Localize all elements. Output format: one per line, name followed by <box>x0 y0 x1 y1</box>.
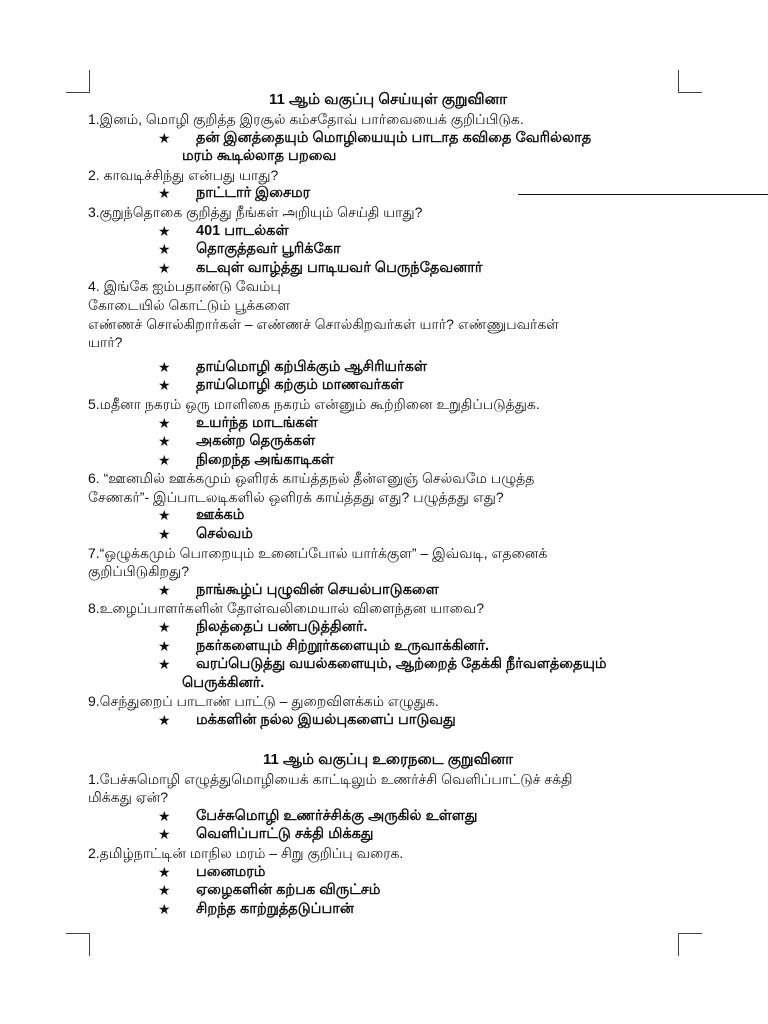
question-block <box>88 469 688 543</box>
answer-item <box>88 711 688 730</box>
star-bullet-icon: ★ <box>158 129 171 146</box>
answer-text: ஊக்கம் <box>196 507 245 524</box>
question-text: சேணகர்”- இப்பாடலடிகளில் ஒளிரக் காய்த்தது எது? பழுத்தது எது? <box>88 488 504 505</box>
answer-text: கடவுள் வாழ்த்து பாடியவர் பெருந்தேவனார் <box>196 259 483 276</box>
crop-mark-bottom-left-h <box>66 933 90 934</box>
question-text: 3.குறுந்தொகை குறித்து நீங்கள் அறியும் செய்தி யாது? <box>88 203 423 220</box>
answer-item <box>88 432 688 451</box>
answer-text: நாங்கூழ்ப் புழுவின் செயல்பாடுகளை <box>196 581 439 598</box>
section-1-title <box>88 90 688 110</box>
answer-text: வெளிப்பாட்டு சக்தி மிக்கது <box>196 826 374 843</box>
document-page <box>88 90 688 918</box>
star-bullet-icon: ★ <box>158 882 171 899</box>
star-bullet-icon: ★ <box>158 637 171 654</box>
star-bullet-icon: ★ <box>158 656 171 673</box>
question-block <box>88 844 688 918</box>
answer-text: பனைமரம் <box>196 863 266 880</box>
answer-item <box>88 129 688 148</box>
answer-item <box>88 259 688 278</box>
answer-item <box>88 881 688 900</box>
crop-mark-top-left-h <box>66 92 90 93</box>
question-text: 9.செந்துறைப் பாடாண் பாட்டு – துறைவிளக்கம் எழுதுக. <box>88 693 439 710</box>
title-underline <box>518 194 768 195</box>
answer-item <box>88 358 688 377</box>
question-block <box>88 544 688 600</box>
answer-text: தாய்மொழி கற்பிக்கும் ஆசிரியர்கள் <box>196 358 427 375</box>
question-text: 5.மதீனா நகரம் ஒரு மாளிகை நகரம் என்னும் கூற்றினை உறுதிப்படுத்துக. <box>88 395 540 412</box>
answer-text: அகன்ற தெருக்கள் <box>196 433 316 450</box>
star-bullet-icon: ★ <box>158 863 171 880</box>
question-text: 1.பேச்சுமொழி எழுத்துமொழியைக் காட்டிலும் உணர்ச்சி வெளிப்பாட்டுச் சக்தி <box>88 770 573 787</box>
answer-item <box>88 525 688 544</box>
answer-item <box>88 581 688 600</box>
question-text: 4. இங்கே ஐம்பதாண்டு வேம்பு <box>88 278 281 295</box>
answer-item <box>88 655 688 674</box>
answer-item <box>88 900 688 919</box>
question-text: மிக்கது ஏன்? <box>88 789 168 806</box>
star-bullet-icon: ★ <box>158 185 171 202</box>
answer-item <box>88 451 688 470</box>
crop-mark-bottom-right-h <box>678 933 702 934</box>
answer-continuation: மரம் கூடில்லாத பறவை <box>182 148 337 165</box>
question-block <box>88 203 688 277</box>
question-text: 7.“ஒழுக்கமும் பொறையும் உனைப்போல் யார்க்குள” – இவ்வடி, எதனைக் <box>88 544 548 561</box>
question-block <box>88 166 688 203</box>
star-bullet-icon: ★ <box>158 433 171 450</box>
crop-mark-bottom-left-v <box>89 933 90 956</box>
answer-text: தாய்மொழி கற்கும் மாணவர்கள் <box>196 377 404 394</box>
answer-item <box>88 376 688 395</box>
star-bullet-icon: ★ <box>158 900 171 917</box>
star-bullet-icon: ★ <box>158 712 171 728</box>
question-block <box>88 692 688 729</box>
star-bullet-icon: ★ <box>158 414 171 431</box>
star-bullet-icon: ★ <box>158 377 171 394</box>
question-block <box>88 277 688 395</box>
question-text: 2.தமிழ்நாட்டின் மாநில மரம் – சிறு குறிப்பு வரைக. <box>88 844 404 861</box>
star-bullet-icon: ★ <box>158 241 171 258</box>
answer-text: வரப்பெடுத்து வயல்களையும், ஆற்றைத் தேக்கி நீர்வளத்தையும் <box>196 656 607 673</box>
answer-text: செல்வம் <box>196 526 253 543</box>
answer-item <box>88 506 688 525</box>
crop-mark-bottom-right-v <box>678 933 679 956</box>
section-2-title <box>88 750 688 770</box>
question-text: கோடையில் கொட்டும் பூக்களை <box>88 296 291 313</box>
star-bullet-icon: ★ <box>158 507 171 524</box>
answer-continuation: பெருக்கினர். <box>182 674 265 691</box>
star-bullet-icon: ★ <box>158 826 171 843</box>
answer-item <box>88 637 688 656</box>
question-text: குறிப்பிடுகிறது? <box>88 563 190 580</box>
answer-text: மக்களின் நல்ல இயல்புகளைப் பாடுவது <box>196 712 456 728</box>
answer-text: உயர்ந்த மாடங்கள் <box>196 414 318 431</box>
answer-text: நிறைந்த அங்காடிகள் <box>196 451 334 468</box>
question-block <box>88 770 688 844</box>
star-bullet-icon: ★ <box>158 451 171 468</box>
answer-item <box>88 240 688 259</box>
answer-text: பேச்சுமொழி உணர்ச்சிக்கு அருகில் உள்ளது <box>196 807 478 824</box>
question-text: 2. காவடிச்சிந்து என்பது யாது? <box>88 166 279 183</box>
question-text: யார்? <box>88 334 123 351</box>
question-block <box>88 395 688 469</box>
answer-item <box>88 618 688 637</box>
section-gap <box>88 730 688 750</box>
answer-text: தொகுத்தவர் பூரிக்கோ <box>196 241 341 258</box>
question-text: 8.உழைப்பாளர்களின் தோள்வலிமையால் விளைந்தன யாவை? <box>88 600 485 617</box>
answer-item <box>88 825 688 844</box>
star-bullet-icon: ★ <box>158 581 171 598</box>
answer-text: ஏழைகளின் கற்பக விருட்சம் <box>196 882 381 899</box>
star-bullet-icon: ★ <box>158 807 171 824</box>
question-text: எண்ணச் சொல்கிறார்கள் – எண்ணச் சொல்கிறவர்கள் யார்? எண்ணுபவர்கள் <box>88 315 559 332</box>
section-2-title-text: 11 ஆம் வகுப்பு உரைநடை குறுவினா <box>262 750 514 768</box>
section-1-title-text: 11 ஆம் வகுப்பு செய்யுள் குறுவினா <box>269 91 507 108</box>
star-bullet-icon: ★ <box>158 526 171 543</box>
answer-text: 401 பாடல்கள் <box>196 222 289 239</box>
star-bullet-icon: ★ <box>158 259 171 276</box>
answer-item <box>88 863 688 882</box>
answer-item <box>88 807 688 826</box>
star-bullet-icon: ★ <box>158 619 171 636</box>
answer-text: நாட்டார் இசைமர <box>196 185 311 202</box>
answer-text: நிலத்தைப் பண்படுத்தினர். <box>196 619 368 636</box>
answer-item <box>88 414 688 433</box>
question-block <box>88 599 688 692</box>
section-2-questions <box>88 770 688 919</box>
star-bullet-icon: ★ <box>158 222 171 239</box>
answer-text: தன் இனத்தையும் மொழியையும் பாடாத கவிதை வேரில்லாத <box>196 129 592 146</box>
answer-item <box>88 222 688 241</box>
question-text: 6. “ஊனமில் ஊக்கமும் ஒளிரக் காய்த்தநல் தீன்எனுஞ் செல்வமே பழுத்த <box>88 470 535 487</box>
section-1-questions <box>88 110 688 730</box>
question-text: 1.இனம், மொழி குறித்த இரசூல் கம்சதோவ் பார்வையைக் குறிப்பிடுக. <box>88 111 524 127</box>
answer-text: சிறந்த காற்றுத்தடுப்பான் <box>196 900 354 917</box>
star-bullet-icon: ★ <box>158 358 171 375</box>
question-block <box>88 110 688 166</box>
answer-text: நகர்களையும் சிற்றூர்களையும் உருவாக்கினர். <box>196 637 490 654</box>
